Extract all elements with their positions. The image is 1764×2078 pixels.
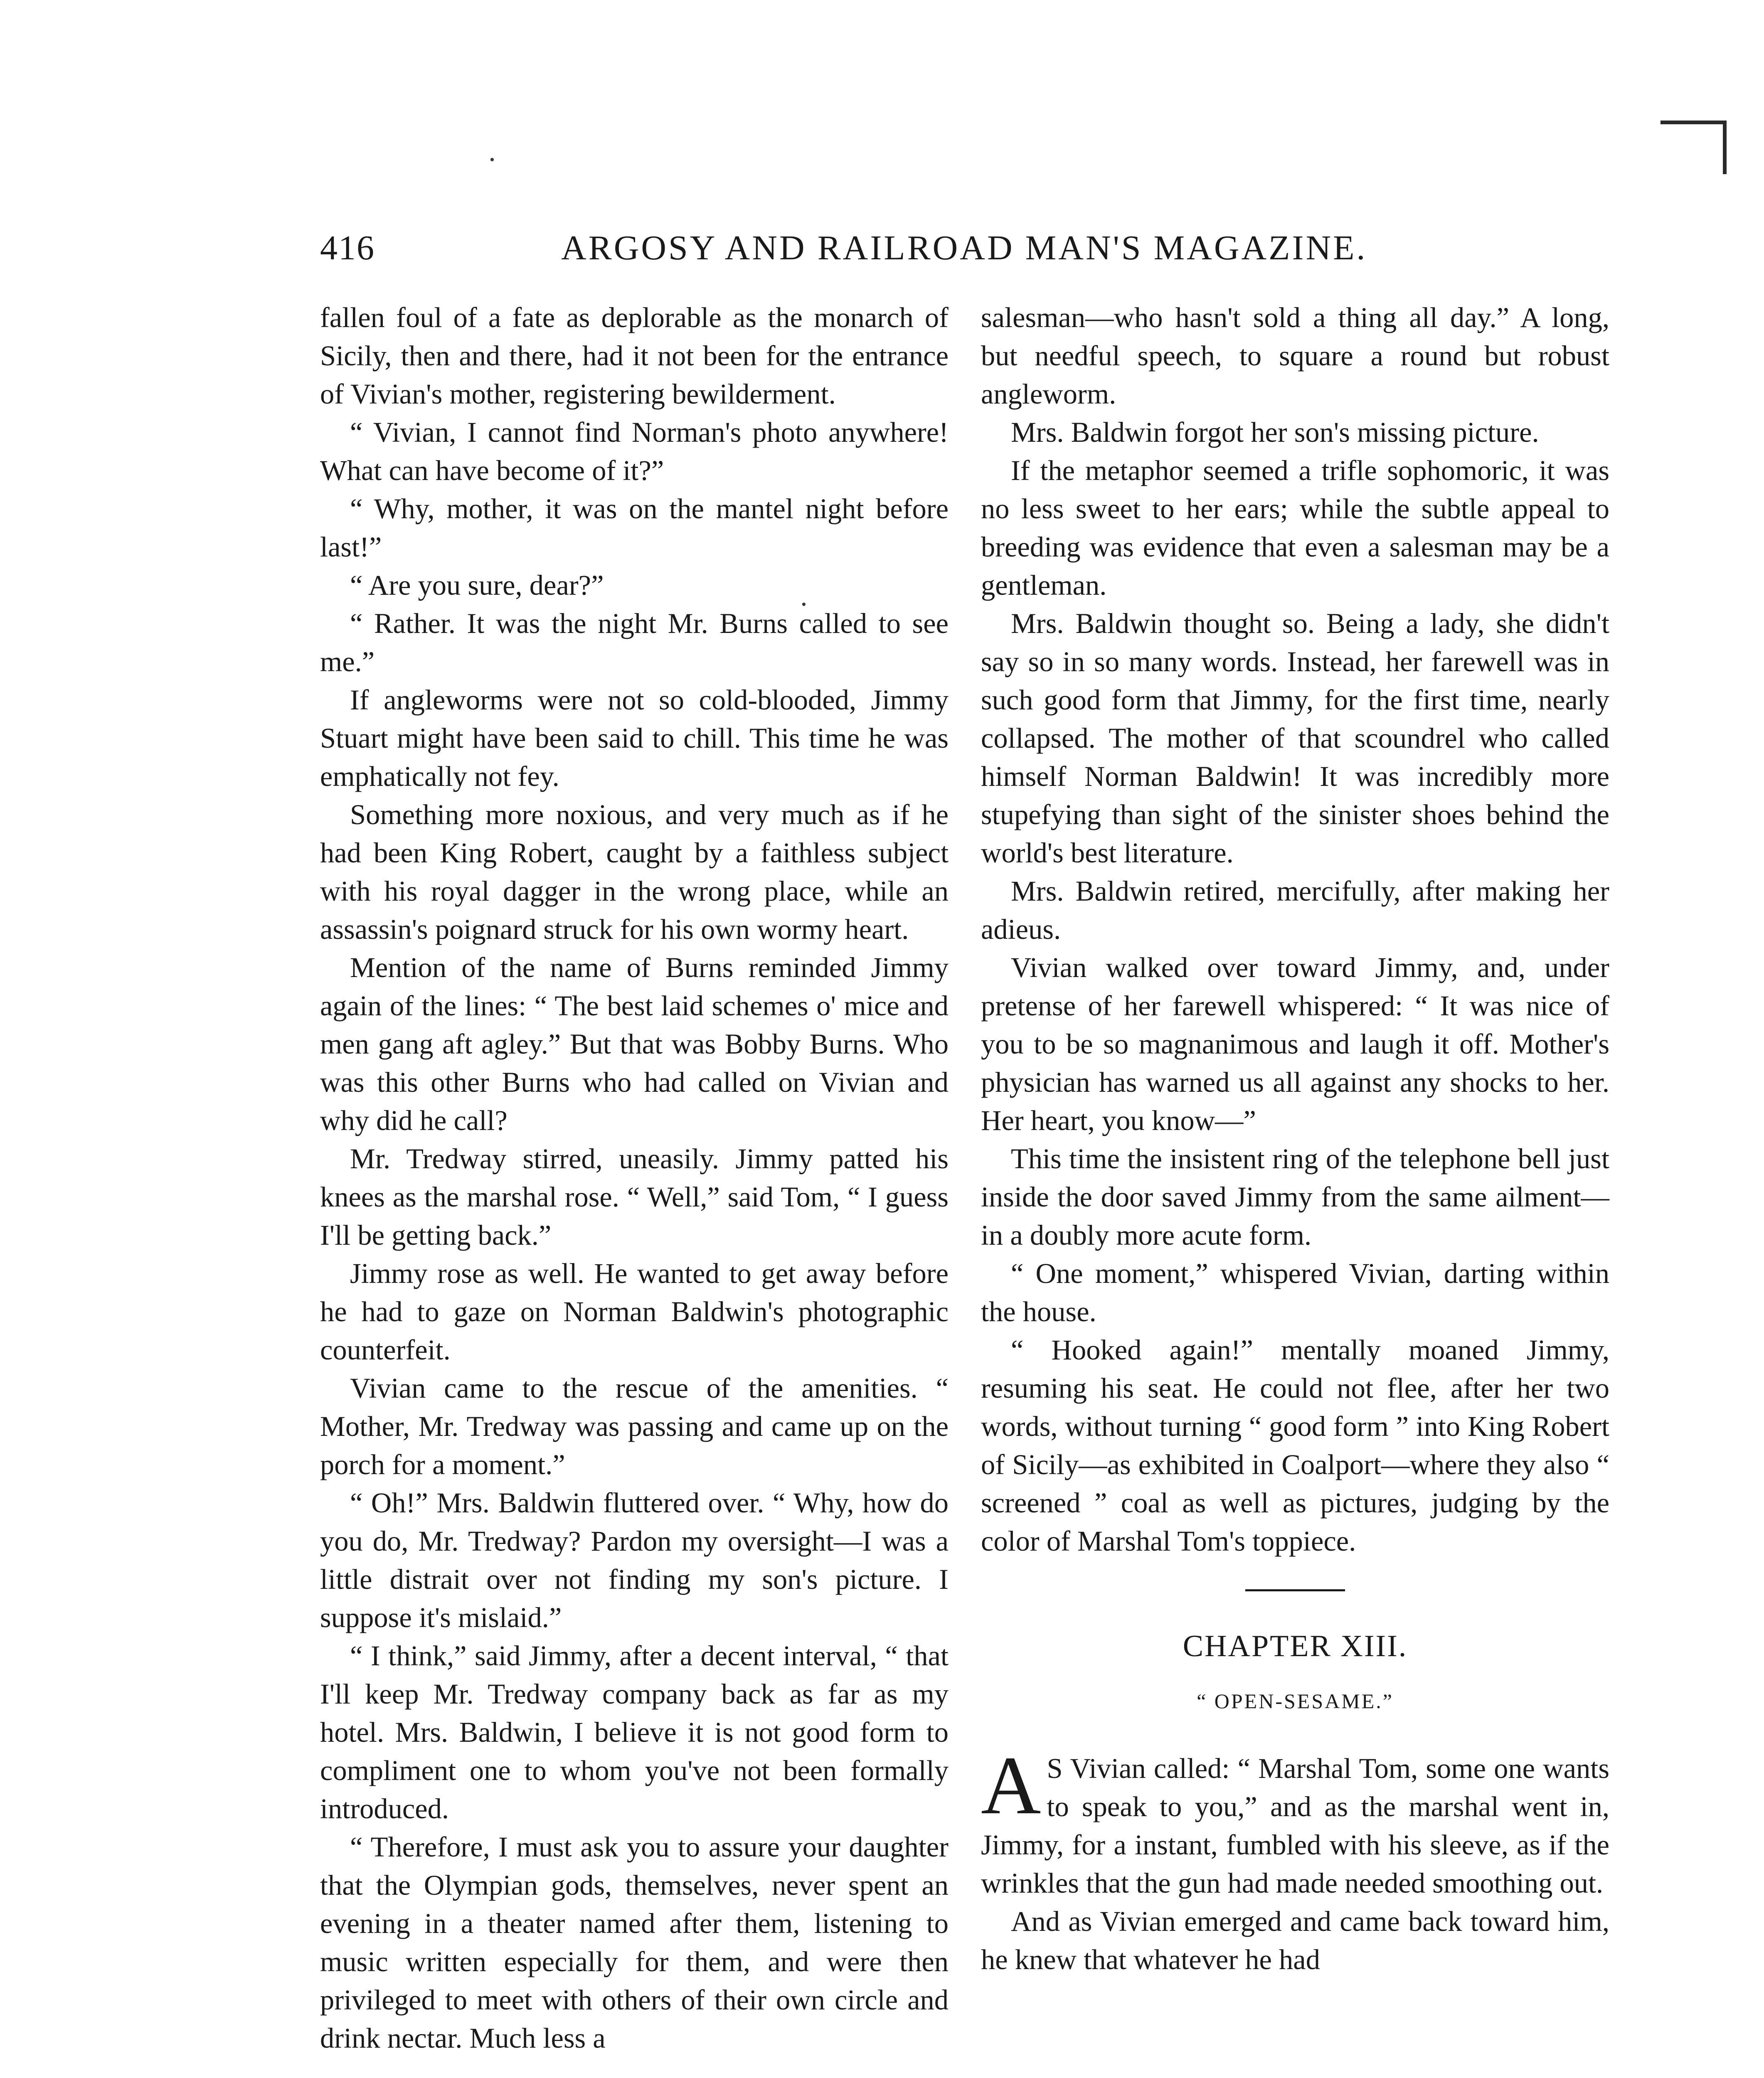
paragraph: “ Rather. It was the night Mr. Burns called to see me.”: [320, 608, 949, 677]
chapter-opening-paragraph: [981, 1740, 1609, 1902]
paragraph: Mrs. Baldwin thought so. Being a lady, she didn't say so in so many words. Instead, her farewell was in such good form that Jimmy, for the first time, nearly collapsed. The mother of that scoundrel who called himself Norman Baldwin! It was incredibly more stupefying than sight of the sinister shoes behind the world's best literature.: [981, 608, 1609, 869]
paragraph: Jimmy rose as well. He wanted to get away before he had to gaze on Norman Baldwin's photographic counterfeit.: [320, 1258, 949, 1366]
paragraph: Mr. Tredway stirred, uneasily. Jimmy patted his knees as the marshal rose. “ Well,” said Tom, “ I guess I'll be getting back.”: [320, 1143, 949, 1251]
paragraph: “ Oh!” Mrs. Baldwin fluttered over. “ Why, how do you do, Mr. Tredway? Pardon my oversight—I was a little distrait over not finding my son's picture. I suppose it's mislaid.”: [320, 1487, 949, 1633]
chapter-title: CHAPTER XIII.: [1183, 1629, 1408, 1663]
drop-cap: A: [981, 1740, 1041, 1832]
section-divider: [1245, 1589, 1345, 1591]
page-header: [320, 228, 1384, 273]
paragraph: If the metaphor seemed a trifle sophomoric, it was no less sweet to her ears; while the subtle appeal to breeding was evidence that even a salesman may be a gentleman.: [981, 455, 1609, 601]
paragraph: Mrs. Baldwin retired, mercifully, after making her adieus.: [981, 875, 1609, 945]
page-corner-mark: [1661, 121, 1727, 174]
paragraph: “ Therefore, I must ask you to assure your daughter that the Olympian gods, themselves, never spent an evening in a theater named after them, listening to music written especially for them, and were then privileged to meet with others of their own circle and drink nectar. Much less a: [320, 1831, 949, 2054]
paragraph: “ Why, mother, it was on the mantel night before last!”: [320, 493, 949, 563]
paragraph: Mrs. Baldwin forgot her son's missing picture.: [1011, 416, 1539, 448]
ink-speck: [490, 158, 494, 161]
left-column: [320, 298, 949, 2057]
paragraph: Something more noxious, and very much as if he had been King Robert, caught by a faithless subject with his royal dagger in the wrong place, while an assassin's poignard struck for his own wormy heart.: [320, 799, 949, 945]
opening-paragraph-text: S Vivian called: “ Marshal Tom, some one wants to speak to you,” and as the marshal went in, Jimmy, for a instant, fumbled with his sleeve, as if the wrinkles that the gun had made needed smoothing out.: [981, 1753, 1609, 1899]
paragraph: This time the insistent ring of the telephone bell just inside the door saved Jimmy from the same ailment—in a doubly more acute form.: [981, 1143, 1609, 1251]
paragraph: “ Are you sure, dear?”: [350, 569, 604, 601]
page-number: 416: [320, 229, 375, 267]
paragraph: Vivian walked over toward Jimmy, and, under pretense of her farewell whispered: “ It was nice of you to be so magnanimous and laugh it off. Mother's physician has warned us all against any shocks to her. Her heart, you know—”: [981, 952, 1609, 1136]
paragraph: “ Vivian, I cannot find Norman's photo anywhere! What can have become of it?”: [320, 416, 949, 486]
paragraph: Mention of the name of Burns reminded Jimmy again of the lines: “ The best laid schemes o' mice and men gang aft agley.” But that was Bobby Burns. Who was this other Burns who had called on Vivian and why did he call?: [320, 952, 949, 1136]
running-title: ARGOSY AND RAILROAD MAN'S MAGAZINE.: [561, 229, 1367, 267]
paragraph: “ One moment,” whispered Vivian, darting within the house.: [981, 1258, 1609, 1327]
paragraph: Vivian came to the rescue of the amenities. “ Mother, Mr. Tredway was passing and came up on the porch for a moment.”: [320, 1372, 949, 1480]
right-column: [981, 298, 1609, 1979]
paragraph: fallen foul of a fate as deplorable as the monarch of Sicily, then and there, had it not been for the entrance of Vivian's mother, registering bewilderment.: [320, 302, 949, 410]
chapter-subtitle: “ OPEN-SESAME.”: [1197, 1689, 1394, 1713]
paragraph: “ I think,” said Jimmy, after a decent interval, “ that I'll keep Mr. Tredway company back as far as my hotel. Mrs. Baldwin, I believe it is not good form to compliment one to whom you've not been formally introduced.: [320, 1640, 949, 1824]
paragraph: If angleworms were not so cold-blooded, Jimmy Stuart might have been said to chill. This time he was emphatically not fey.: [320, 684, 949, 792]
paragraph: And as Vivian emerged and came back toward him, he knew that whatever he had: [981, 1906, 1609, 1975]
paragraph: salesman—who hasn't sold a thing all day.” A long, but needful speech, to square a round but robust angleworm.: [981, 302, 1609, 410]
paragraph: “ Hooked again!” mentally moaned Jimmy, resuming his seat. He could not flee, after her two words, without turning “ good form ” into King Robert of Sicily—as exhibited in Coalport—where they also “ screened ” coal as well as pictures, judging by the color of Marshal Tom's toppiece.: [981, 1334, 1609, 1557]
